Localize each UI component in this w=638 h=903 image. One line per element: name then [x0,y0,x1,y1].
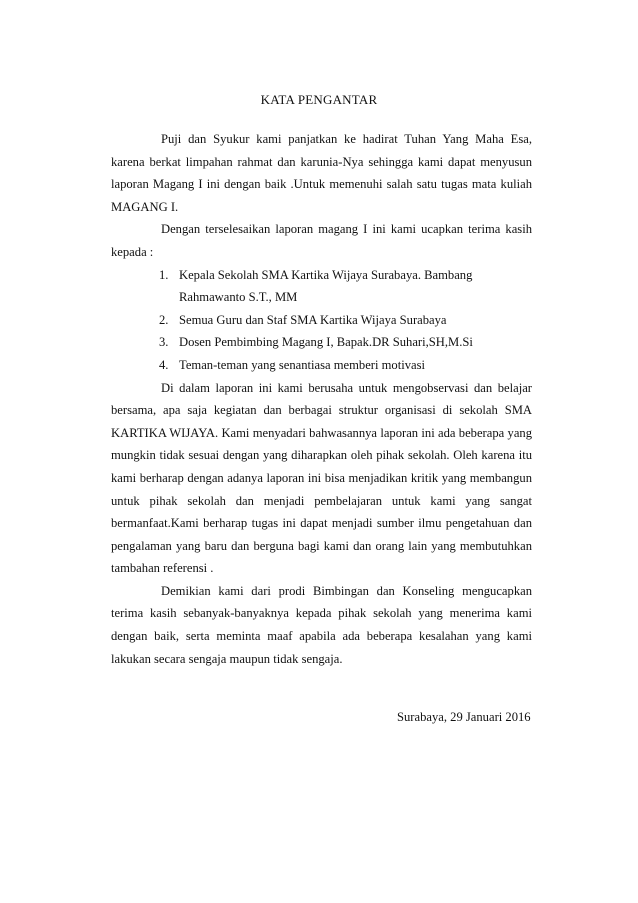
list-item-number: 1. [159,267,169,282]
list-item-text: Dosen Pembimbing Magang I, Bapak.DR Suhari,SH,M.Si [179,335,473,350]
place-date: Surabaya, 29 Januari 2016 [397,710,531,724]
list-item-text: Semua Guru dan Staf SMA Kartika Wijaya Surabaya [179,312,447,327]
intro-paragraph-1: Puji dan Syukur kami panjatkan ke hadirat Tuhan Yang Maha Esa, karena berkat limpahan rahmat dan karunia-Nya sehingga kami dapat menyusun laporan Magang I ini dengan baik .Untuk memenuhi salah satu tugas mata kuliah MAGANG I. [111,132,532,214]
list-item [111,309,532,332]
closing-paragraph-1: Di dalam laporan ini kami berusaha untuk mengobservasi dan belajar bersama, apa saja kegiatan dan berbagai struktur organisasi di sekolah SMA KARTIKA WIJAYA. Kami menyadari bahwasannya laporan ini ada beberapa yang mungkin tidak sesuai dengan yang diharapkan oleh pihak sekolah. Oleh karena itu kami berharap dengan adanya laporan ini bisa menjadikan kritik yang membangun untuk pihak sekolah dan menjadi pembelajaran untuk kami yang sangat bermanfaat.Kami berharap tugas ini dapat menjadi sumber ilmu pengetahuan dan pengalaman yang baru dan berguna bagi kami dan orang lain yang membutuhkan tambahan referensi . [111,380,532,576]
page-title: KATA PENGANTAR [260,92,378,107]
list-item-number: 2. [159,312,169,327]
body-text [111,128,532,670]
closing-paragraph-2: Demikian kami dari prodi Bimbingan dan Konseling mengucapkan terima kasih sebanyak-banyaknya kepada pihak sekolah yang menerima kami dengan baik, serta meminta maaf apabila ada beberapa kesalahan yang kami lakukan secara sengaja maupun tidak sengaja. [111,583,532,666]
list-item [111,354,532,377]
intro-paragraph-2: Dengan terselesaikan laporan magang I ini kami ucapkan terima kasih kepada : [111,222,532,259]
list-item-number: 4. [159,357,169,372]
list-item-text: Kepala Sekolah SMA Kartika Wijaya Surabaya. Bambang Rahmawanto S.T., MM [179,267,473,305]
thanks-list [111,264,532,377]
list-item [111,264,532,309]
list-item [111,331,532,354]
list-item-number: 3. [159,335,169,350]
list-item-text: Teman-teman yang senantiasa memberi motivasi [179,357,426,372]
